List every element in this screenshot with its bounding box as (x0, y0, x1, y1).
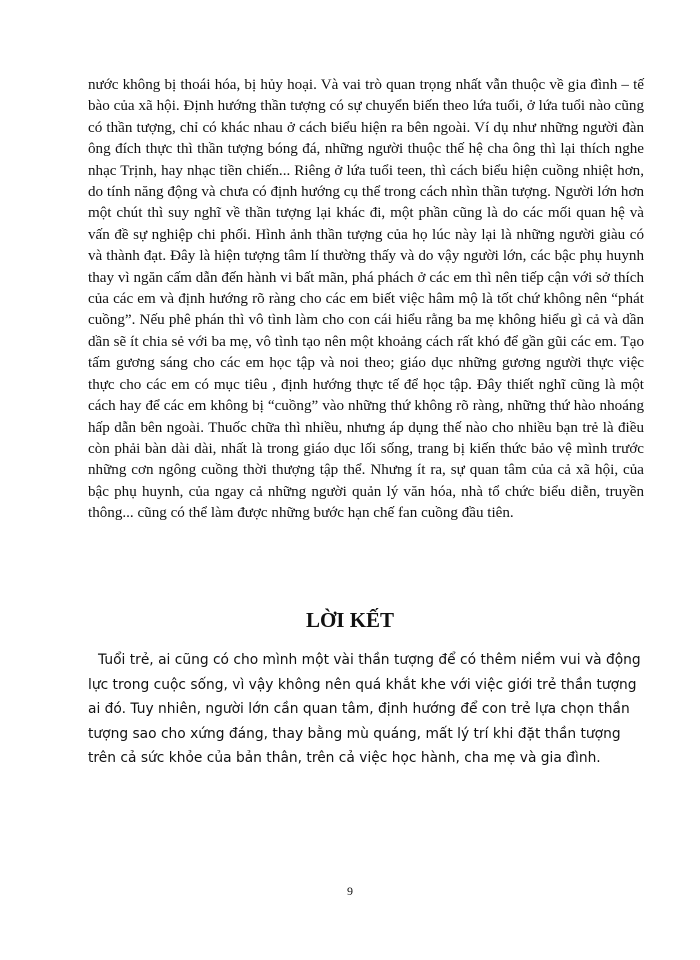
page-number: 9 (347, 884, 353, 898)
closing-paragraph (88, 648, 648, 771)
body-paragraph: nước không bị thoái hóa, bị hủy hoại. Và vai trò quan trọng nhất vẫn thuộc về gia đình – tế bào của xã hội. Định hướng thần tượng có sự chuyển biến theo lứa tuổi, ở lứa tuổi nào cũng có thần tượng, chỉ có khác nhau ở cách biểu hiện ra bên ngoài. Ví dụ như những người đàn ông đích thực thì thần tượng bóng đá, những người thuộc thế hệ cha ông thì lại thích nghe nhạc Trịnh, hay nhạc tiền chiến... Riêng ở lứa tuổi teen, thì cách biểu hiện cuồng nhiệt hơn, do tính năng động và chưa có định hướng cụ thể trong cách nhìn thần tượng. Người lớn hơn một chút thì suy nghĩ về thần tượng lại khác đi, một phần cũng là do các mối quan hệ và vấn đề sự nghiệp chi phối. Hình ảnh thần tượng của họ lúc này lại là những người giàu có và thành đạt. Đây là hiện tượng tâm lí thường thấy và do vậy người lớn, các bậc phụ huynh thay vì ngăn cấm dẫn đến hành vi bất mãn, phá phách ở các em thì nên tiếp cận với sở thích của các em và định hướng rõ ràng cho các em biết việc hâm mộ là tốt chứ không nên “phát cuồng”. Nếu phê phán thì vô tình làm cho con cái hiểu rằng ba mẹ không hiểu gì cả và dần dần sẽ ít chia sẻ với ba mẹ, vô tình tạo nên một khoảng cách rất khó để gần gũi các em. Tạo tấm gương sáng cho các em học tập và noi theo; giáo dục những gương người thực việc thực cho các em có mục tiêu , định hướng thực tế để học tập. Đây thiết nghĩ cũng là một cách hay để các em không bị “cuồng” vào những thứ không rõ ràng, những thứ hào nhoáng hấp dẫn bên ngoài. Thuốc chữa thì nhiều, nhưng áp dụng thế nào cho nhiều bạn trẻ là điều còn phải bàn dài dài, nhất là trong giáo dục lối sống, trang bị kiến thức bảo vệ mình trước những cơn ngông cuồng thời thượng tập thể. Nhưng ít ra, sự quan tâm của cả xã hội, của bậc phụ huynh, của ngay cả những người quản lý văn hóa, nhà tổ chức biểu diễn, truyền thông... cũng có thể làm được những bước hạn chế fan cuồng đầu tiên. (88, 77, 644, 522)
closing-paragraph-text: Tuổi trẻ, ai cũng có cho mình một vài thần tượng để có thêm niềm vui và động lực trong cuộc sống, vì vậy không nên quá khắt khe với việc giới trẻ thần tượng ai đó. Tuy nhiên, người lớn cần quan tâm, định hướng để con trẻ lựa chọn thần tượng sao cho xứng đáng, thay bằng mù quáng, mất lý trí khi đặt thần tượng trên cả sức khỏe của bản thân, trên cả việc học hành, cha mẹ và gia đình. (88, 652, 641, 766)
section-heading: LỜI KẾT (305, 608, 395, 632)
